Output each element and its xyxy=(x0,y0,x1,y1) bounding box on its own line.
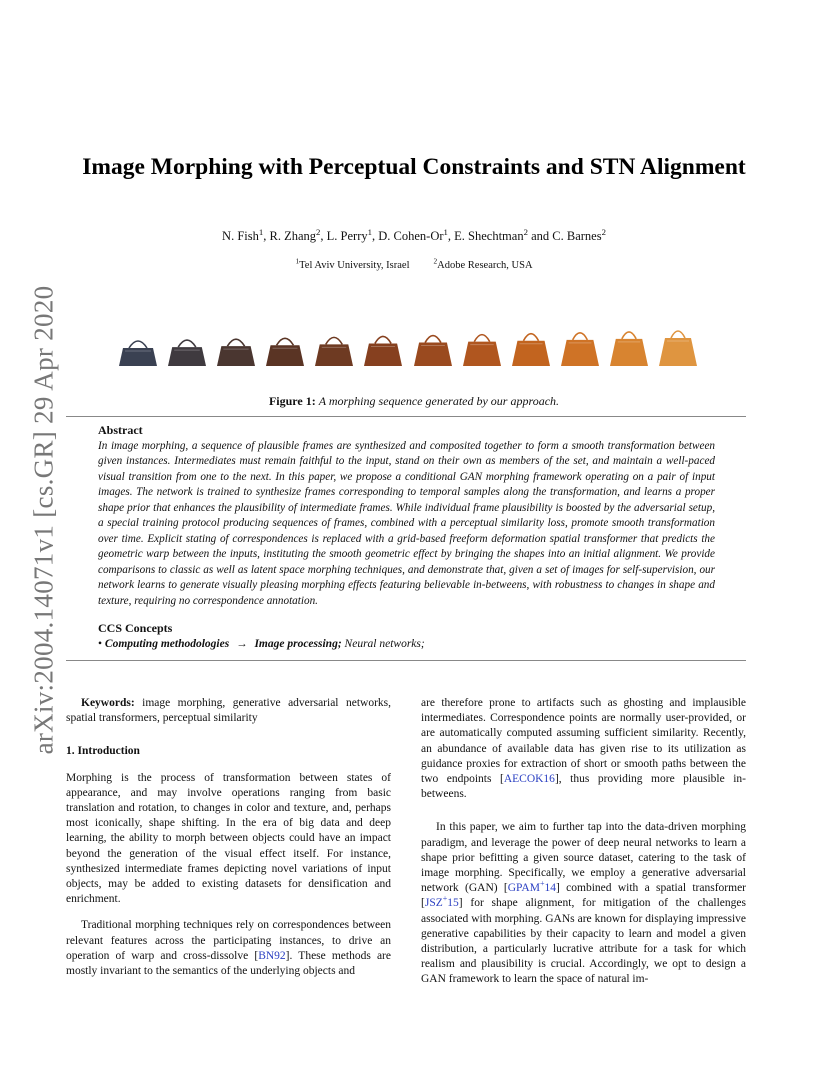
intro-paragraph-1: Morphing is the process of transformation between states of appearance, and may involve operations ranging from basic translation and rotation, to changes in color and texture, and, perhaps most iconically, shape shifting. In the era of big data and deep learning, the ability to morph between objects could have an impact beyond the generation of the visual effect itself. For instance, synthesized intermediate frames depicting novel variations of input objects, may be added to existing datasets for densification and enrichment. xyxy=(66,771,391,906)
morph-frame-image xyxy=(265,326,305,368)
ccs-image-processing: Image processing; xyxy=(254,638,342,650)
author-separator: , xyxy=(320,229,327,243)
morph-frame-image xyxy=(118,326,158,368)
author-separator: , xyxy=(447,229,455,243)
ccs-heading: CCS Concepts xyxy=(98,621,173,635)
abstract-body: In image morphing, a sequence of plausible frames are synthesized and composited together to form a smooth transformation between given instances. Intermediates must remain faithful to the input, stand on their own as members of the set, and maintain a well-paced visual transition from one to the next. In this paper, we propose a conditional GAN morphing framework operating on a pair of input images. The network is trained to synthesize frames corresponding to temporal samples along the transformation, and learns a proper shape prior that enhances the plausibility of intermediate frames. While individual frame plausibility is boosted by the adversarial setup, a special training protocol producing sequences of frames, combined with a perceptual similarity loss, promote smooth transformation over time. Explicit stating of correspondences is replaced with a grid-based freeform deformation spatial transformer that predicts the geometric warp between the inputs, instituting the smooth geometric effect by bringing the shapes into an initial alignment. We provide comparisons to classic as well as latent space morphing techniques, and demonstrate that, given a set of images for self-supervision, our network learns to generate visually pleasing morphing effects featuring believable in-betweens, with robustness to changes in shape and texture, requiring no correspondence annotation. xyxy=(98,439,715,607)
morph-frame-image xyxy=(609,326,649,368)
paragraph-continued: are therefore prone to artifacts such as ghosting and implausible intermediates. Correspondence points are normally user-provided, or are automatically computed assuming sufficient similarity. Recently, an abundance of available data has given rise to its utilization as guidance proxies for extraction of short or smooth paths between the two endpoints [AECOK16], thus providing more plausible in-betweens. xyxy=(421,697,746,801)
author-affiliation-marker: 2 xyxy=(601,226,606,237)
author-separator: , xyxy=(372,229,379,243)
morph-frame-image xyxy=(560,326,600,368)
arxiv-stamp: arXiv:2004.14071v1 [cs.GR] 29 Apr 2020 xyxy=(28,285,59,755)
abstract-section xyxy=(98,423,715,609)
author-affiliation-marker: 1 xyxy=(367,226,372,237)
author-affiliation-marker: 1 xyxy=(443,226,448,237)
morph-frame-image xyxy=(413,326,453,368)
ccs-line xyxy=(98,636,715,652)
morph-frame-image xyxy=(511,326,551,368)
morph-frame-image xyxy=(363,326,403,368)
morph-frame-image xyxy=(216,326,256,368)
author-affiliation-marker: 1 xyxy=(258,226,264,237)
citation-link[interactable]: GPAM+14 xyxy=(507,879,556,895)
section-heading-introduction: 1. Introduction xyxy=(66,745,140,758)
divider-bottom xyxy=(66,660,746,661)
right-column xyxy=(421,696,746,988)
morph-frame-image xyxy=(658,326,698,368)
abstract-heading: Abstract xyxy=(98,423,143,437)
author-affiliation-marker: 2 xyxy=(316,226,321,237)
bullet: • xyxy=(98,638,103,650)
ccs-concepts-section xyxy=(98,620,715,652)
figure-caption-text: A morphing sequence generated by our approach. xyxy=(318,394,560,408)
author-name: L. Perry xyxy=(326,229,368,243)
author-name: C. Barnes xyxy=(552,229,602,243)
citation-link[interactable]: BN92 xyxy=(258,949,286,962)
author-separator: , xyxy=(263,229,270,243)
divider-top xyxy=(66,416,746,417)
author-affiliation-marker: 2 xyxy=(523,226,528,237)
author-separator: and xyxy=(527,229,553,243)
intro-paragraph-2: Traditional morphing techniques rely on correspondences between relevant features across the participating instances, to drive an operation of warp and cross-dissolve [BN92]. These methods are mostly invariant to the semantics of the underlying objects and xyxy=(66,919,391,978)
affiliations xyxy=(60,256,768,271)
author-name: E. Shechtman xyxy=(454,229,524,243)
morph-sequence-figure xyxy=(113,326,703,370)
citation-link[interactable]: AECOK16 xyxy=(503,773,555,786)
morph-frame-image xyxy=(167,326,207,368)
author-name: R. Zhang xyxy=(269,229,317,243)
author-name: D. Cohen-Or xyxy=(378,229,444,243)
author-list xyxy=(60,226,768,244)
author-name: N. Fish xyxy=(222,229,259,243)
paper-title: Image Morphing with Perceptual Constraints and STN Alignment xyxy=(82,154,746,180)
figure-caption xyxy=(60,394,768,409)
paragraph-this-paper: In this paper, we aim to further tap into the data-driven morphing paradigm, and leverage the power of deep neural networks to learn a shape prior befitting a given source dataset, catering to the task of image morphing. Specifically, we employ a generative adversarial network (GAN) [GPAM+14] combined with a spatial transformer [JSZ+15] for shape alignment, for mitigation of the challenges associated with morphing. GANs are known for displaying impressive generative capabilities by their capacity to learn and model a given distribution, a particularly lucrative attribute for a task for which realism and plausibility is crucial. Accordingly, we opt to design a GAN framework to learn the space of natural im- xyxy=(421,821,747,986)
affiliation: $^2$Adobe Research, USA xyxy=(433,256,533,271)
citation-link[interactable]: JSZ+15 xyxy=(424,894,459,910)
affiliation: $^1$Tel Aviv University, Israel xyxy=(295,256,410,271)
figure-label: Figure 1: xyxy=(268,394,316,408)
morph-frame-image xyxy=(462,326,502,368)
morph-frame-image xyxy=(314,326,354,368)
left-column xyxy=(66,696,391,979)
ccs-neural-networks: Neural networks; xyxy=(344,638,425,650)
keywords xyxy=(66,696,391,726)
keywords-label: Keywords: xyxy=(81,697,135,709)
arrow-icon: → xyxy=(236,638,248,650)
keywords-text: image morphing, generative adversarial networks, spatial transformers, perceptual similarity xyxy=(66,697,391,725)
ccs-computing-methodologies: Computing methodologies xyxy=(104,638,230,650)
